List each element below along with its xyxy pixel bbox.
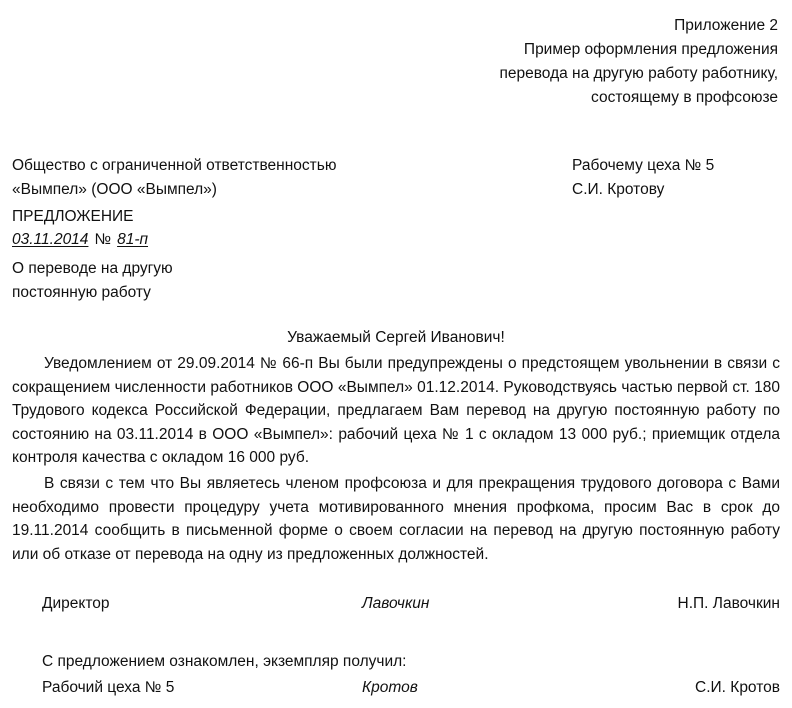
employee-signature: Кротов	[362, 679, 418, 696]
organization-name-line-1: Общество с ограниченной ответственностью	[12, 157, 337, 174]
director-name: Н.П. Лавочкин	[677, 595, 780, 612]
appendix-label: Приложение 2	[674, 17, 778, 34]
number-sign: №	[94, 231, 112, 248]
addressee-name: С.И. Кротову	[572, 181, 665, 198]
subject-line-2: постоянную работу	[12, 284, 151, 301]
organization-block	[12, 154, 336, 202]
appendix-description-line-2: перевода на другую работу работнику,	[499, 65, 778, 82]
document-subject	[12, 257, 173, 305]
greeting: Уважаемый Сергей Иванович!	[287, 329, 505, 346]
appendix-description-line-3: состоящему в профсоюзе	[591, 89, 778, 106]
acknowledgement-text: С предложением ознакомлен, экземпляр получил:	[42, 653, 407, 670]
subject-line-1: О переводе на другую	[12, 260, 173, 277]
letter-body	[12, 352, 780, 566]
document-number: 81-п	[117, 231, 149, 248]
addressee-block	[572, 154, 714, 202]
appendix-description-line-1: Пример оформления предложения	[523, 41, 778, 58]
body-paragraph-1: Уведомлением от 29.09.2014 № 66-п Вы были предупреждены о предстоящем увольнении в связи с сокращением численности работников ООО «Вымпел» 01.12.2014. Руководствуясь частью первой ст. 180 Трудового кодекса Российской Федерации, предлагаем Вам перевод на другую постоянную работу по состоянию на 03.11.2014 в ООО «Вымпел»: рабочий цеха № 1 с окладом 13 000 руб.; приемщик отдела контроля качества с окладом 16 000 руб.	[12, 355, 780, 467]
director-signature: Лавочкин	[362, 595, 430, 612]
organization-name-line-2: «Вымпел» (ООО «Вымпел»)	[12, 181, 217, 198]
document-title: ПРЕДЛОЖЕНИЕ	[12, 208, 134, 225]
director-role: Директор	[42, 595, 110, 612]
body-paragraph-2: В связи с тем что Вы являетесь членом профсоюза и для прекращения трудового договора с Вами необходимо провести процедуру учета мотивированного мнения профкома, просим Вас в срок до 19.11.2014 сообщить в письменной форме о своем согласии на перевод на другую постоянную работу или об отказе от перевода на одну из предложенных должностей.	[12, 474, 780, 563]
employee-role: Рабочий цеха № 5	[42, 679, 175, 696]
addressee-position: Рабочему цеха № 5	[572, 157, 715, 174]
appendix-header	[499, 14, 778, 110]
document-date: 03.11.2014	[12, 231, 89, 248]
document-date-number	[12, 228, 148, 252]
employee-name: С.И. Кротов	[695, 679, 780, 696]
